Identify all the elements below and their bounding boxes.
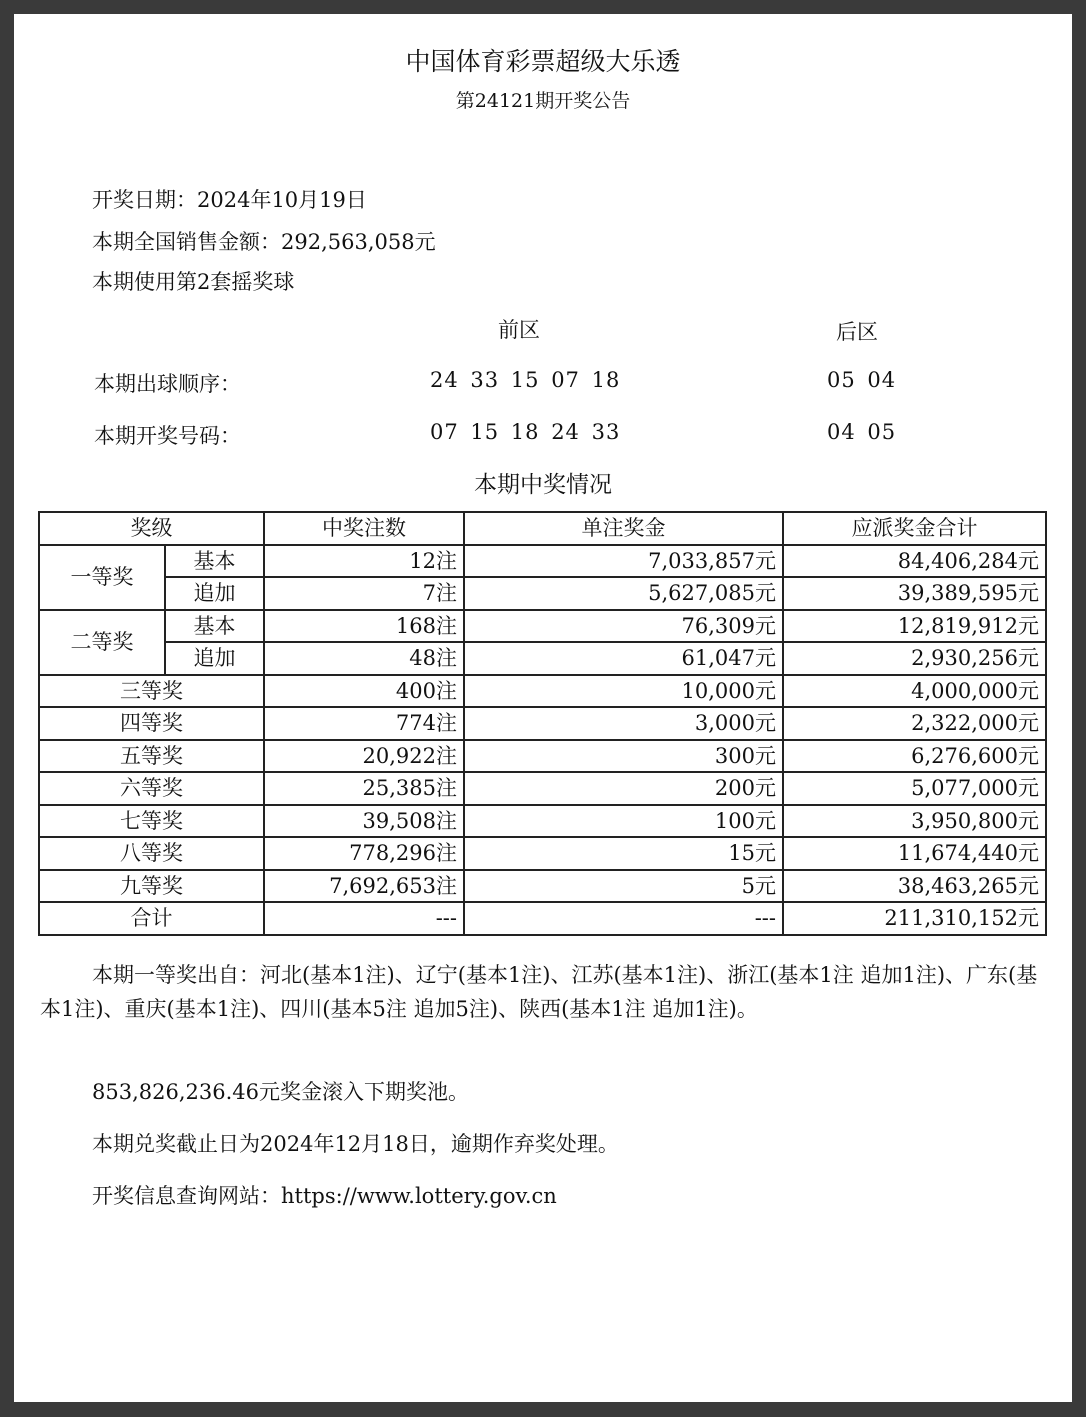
table-row <box>39 545 1046 578</box>
total-prize: 5,077,000元 <box>783 772 1046 805</box>
prize-level-name: 一等奖 <box>39 545 165 610</box>
header-prize-level: 奖级 <box>39 512 264 545</box>
total-prize: 84,406,284元 <box>783 545 1046 578</box>
unit-prize: 76,309元 <box>464 610 783 643</box>
table-row <box>39 675 1046 708</box>
win-count: 168注 <box>264 610 464 643</box>
document-page <box>14 14 1072 1402</box>
winning-numbers-back: 04 05 <box>827 420 897 444</box>
sum-count: --- <box>264 902 464 935</box>
front-zone-label: 前区 <box>498 318 540 342</box>
draw-date: 开奖日期：2024年10月19日 <box>92 188 367 212</box>
win-count: 7,692,653注 <box>264 870 464 903</box>
prize-type: 基本 <box>165 610 264 643</box>
unit-prize: 10,000元 <box>464 675 783 708</box>
winning-numbers-front: 07 15 18 24 33 <box>430 420 621 444</box>
win-count: 774注 <box>264 707 464 740</box>
unit-prize: 5元 <box>464 870 783 903</box>
draw-order-front: 24 33 15 07 18 <box>430 368 621 392</box>
table-row <box>39 577 1046 610</box>
total-prize: 11,674,440元 <box>783 837 1046 870</box>
total-prize: 12,819,912元 <box>783 610 1046 643</box>
win-count: 48注 <box>264 642 464 675</box>
total-prize: 3,950,800元 <box>783 805 1046 838</box>
website-note: 开奖信息查询网站：https://www.lottery.gov.cn <box>92 1184 557 1208</box>
unit-prize: 5,627,085元 <box>464 577 783 610</box>
total-prize: 6,276,600元 <box>783 740 1046 773</box>
prize-table <box>38 511 1047 936</box>
first-prize-origin: 本期一等奖出自：河北(基本1注)、辽宁(基本1注)、江苏(基本1注)、浙江(基本1注 追加1注)、广东(基本1注)、重庆(基本1注)、四川(基本5注 追加5注)、陕西(基本1注 追加1注)。 <box>40 963 1038 1021</box>
total-prize: 38,463,265元 <box>783 870 1046 903</box>
sum-label: 合计 <box>39 902 264 935</box>
table-row <box>39 707 1046 740</box>
prize-level-name: 三等奖 <box>39 675 264 708</box>
unit-prize: 15元 <box>464 837 783 870</box>
prize-level-name: 八等奖 <box>39 837 264 870</box>
win-count: 25,385注 <box>264 772 464 805</box>
rollover-note: 853,826,236.46元奖金滚入下期奖池。 <box>92 1080 469 1104</box>
sum-total: 211,310,152元 <box>783 902 1046 935</box>
draw-order-back: 05 04 <box>827 368 897 392</box>
prize-level-name: 七等奖 <box>39 805 264 838</box>
unit-prize: 300元 <box>464 740 783 773</box>
page-title: 中国体育彩票超级大乐透 <box>405 47 681 76</box>
results-title: 本期中奖情况 <box>474 472 612 498</box>
prize-level-name: 六等奖 <box>39 772 264 805</box>
table-row <box>39 772 1046 805</box>
table-row <box>39 870 1046 903</box>
ball-set: 本期使用第2套摇奖球 <box>92 270 295 294</box>
header-total-prize: 应派奖金合计 <box>783 512 1046 545</box>
total-prize: 4,000,000元 <box>783 675 1046 708</box>
unit-prize: 3,000元 <box>464 707 783 740</box>
table-row <box>39 837 1046 870</box>
unit-prize: 7,033,857元 <box>464 545 783 578</box>
table-row <box>39 805 1046 838</box>
win-count: 400注 <box>264 675 464 708</box>
page-subtitle: 第24121期开奖公告 <box>455 90 631 112</box>
unit-prize: 200元 <box>464 772 783 805</box>
table-header-row <box>39 512 1046 545</box>
sum-unit: --- <box>464 902 783 935</box>
table-row <box>39 740 1046 773</box>
unit-prize: 100元 <box>464 805 783 838</box>
back-zone-label: 后区 <box>836 320 878 344</box>
prize-level-name: 九等奖 <box>39 870 264 903</box>
header-unit-prize: 单注奖金 <box>464 512 783 545</box>
total-prize: 39,389,595元 <box>783 577 1046 610</box>
unit-prize: 61,047元 <box>464 642 783 675</box>
total-prize: 2,322,000元 <box>783 707 1046 740</box>
prize-type: 基本 <box>165 545 264 578</box>
draw-order-label: 本期出球顺序： <box>94 372 241 396</box>
prize-type: 追加 <box>165 577 264 610</box>
table-row <box>39 610 1046 643</box>
prize-level-name: 二等奖 <box>39 610 165 675</box>
win-count: 39,508注 <box>264 805 464 838</box>
winning-numbers-label: 本期开奖号码： <box>94 424 241 448</box>
total-prize: 2,930,256元 <box>783 642 1046 675</box>
sales-amount: 本期全国销售金额：292,563,058元 <box>92 230 436 254</box>
win-count: 12注 <box>264 545 464 578</box>
win-count: 778,296注 <box>264 837 464 870</box>
prize-type: 追加 <box>165 642 264 675</box>
header-win-count: 中奖注数 <box>264 512 464 545</box>
table-sum-row <box>39 902 1046 935</box>
win-count: 20,922注 <box>264 740 464 773</box>
prize-level-name: 四等奖 <box>39 707 264 740</box>
table-row <box>39 642 1046 675</box>
win-count: 7注 <box>264 577 464 610</box>
prize-level-name: 五等奖 <box>39 740 264 773</box>
deadline-note: 本期兑奖截止日为2024年12月18日，逾期作弃奖处理。 <box>92 1132 619 1156</box>
